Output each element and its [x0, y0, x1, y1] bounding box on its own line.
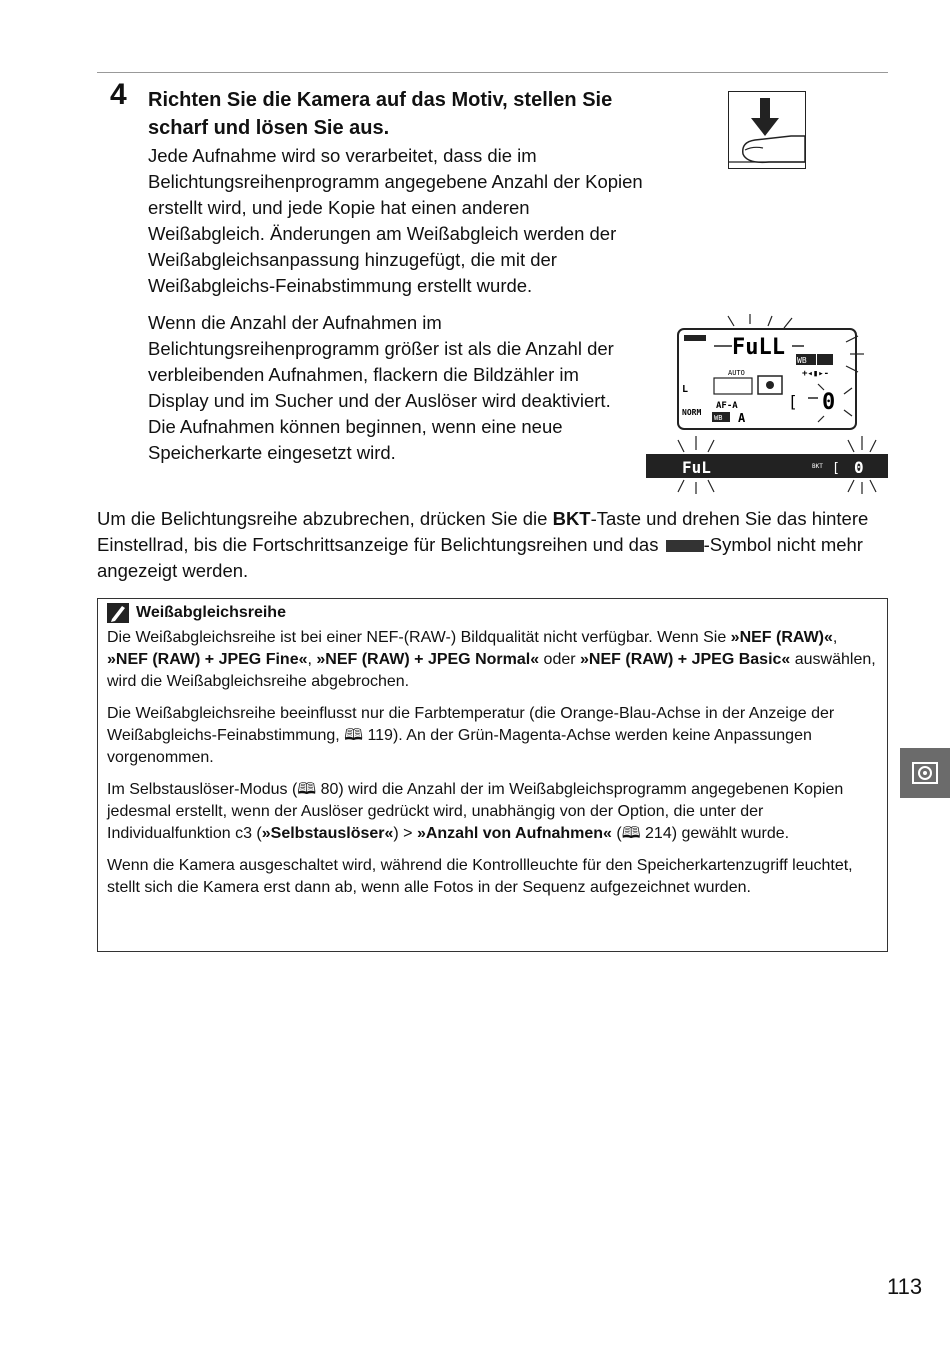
- note-paragraph-4: Wenn die Kamera ausgeschaltet wird, während die Kontrollleuchte für den Speicherkartenzugriff leuchtet, stellt sich die Kamera erst dann ab, wenn alle Fotos in der Sequenz aufgezeichnet wurden.: [107, 857, 853, 896]
- lcd-auto-label: AUTO: [728, 369, 745, 377]
- step-title: Richten Sie die Kamera auf das Motiv, stellen Sie scharf und lösen Sie aus.: [148, 89, 613, 139]
- viewfinder-text: FuL: [682, 458, 711, 477]
- shutter-release-icon: [728, 91, 806, 169]
- lcd-wb-label: WB: [797, 356, 807, 365]
- camera-metering-icon: [900, 748, 950, 798]
- note-paragraph-2: Die Weißabgleichsreihe beeinflusst nur die Farbtemperatur (die Orange-Blau-Achse in der Anzeige der Weißabgleichs-Feinabstimmung, 🕮 119). An der Grün-Magenta-Achse werden keine Anpassungen vorgenommen.: [107, 705, 835, 766]
- viewfinder-counter: 0: [854, 458, 864, 477]
- lcd-counter: 0: [822, 390, 836, 415]
- lcd-illustration: [646, 312, 888, 494]
- viewfinder-bkt: BKT: [812, 463, 823, 470]
- lcd-top-text: FuLL: [732, 335, 785, 360]
- note-paragraph-1: Die Weißabgleichsreihe ist bei einer NEF-(RAW-) Bildqualität nicht verfügbar. Wenn Sie »NEF (RAW)«, »NEF (RAW) + JPEG Fine«, »NEF (RAW) + JPEG Normal« oder »NEF (RAW) + JPEG Basic« auswählen, wird die Weißabgleichsreihe abgebrochen.: [107, 629, 876, 690]
- lcd-l-label: L: [682, 384, 689, 395]
- note-box: [97, 598, 888, 952]
- svg-text:+◂▮▸-: +◂▮▸-: [802, 369, 830, 379]
- chapter-tab: [900, 748, 950, 798]
- step-number: 4: [110, 78, 127, 111]
- lcd-a-label: A: [738, 411, 746, 425]
- svg-text:[: [: [788, 392, 798, 411]
- cancel-text-2: -Taste und drehen Sie das hintere Einstellrad, bis die Fortschrittsanzeige für Belichtungsreihen und das: [97, 508, 869, 555]
- page-number: 113: [887, 1274, 923, 1299]
- note-body: [107, 627, 879, 909]
- step-paragraph-2: Wenn die Anzahl der Aufnahmen im Belichtungsreihenprogramm größer ist als die Anzahl der verbleibenden Aufnahmen, flackern die Bildzähler im Display und im Sucher und der Auslöser wird deaktiviert. Die Aufnahmen können beginnen, wenn eine neue Speicherkarte eingesetzt wird.: [148, 312, 614, 463]
- cancel-text-3: -Symbol nicht mehr angezeigt werden.: [97, 534, 863, 581]
- note-header: [107, 603, 286, 623]
- note-paragraph-3: Im Selbstauslöser-Modus (🕮 80) wird die Anzahl der im Weißabgleichsprogramm angegebenen Kopien jedesmal erstellt, wenn der Auslöser gedrückt wird, unabhängig von der Option, die unter der Individualfunktion c3 (»Selbstauslöser«) > »Anzahl von Aufnahmen« (🕮 214) gewählt wurde.: [107, 781, 844, 842]
- note-title: Weißabgleichsreihe: [136, 604, 286, 621]
- bkt-button-label: BKT: [552, 508, 591, 529]
- step-paragraph-1: Jede Aufnahme wird so verarbeitet, dass die im Belichtungsreihenprogramm angegebene Anzahl der Kopien erstellt wird, und jede Kopie hat einen anderen Weißabgleich. Änderungen am Weißabgleich werden der Weißabgleichsanpassung hinzugefügt, die mit der Weißabgleichs-Feinabstimmung erstellt wurde.: [148, 145, 643, 296]
- lcd-norm-label: NORM: [682, 408, 702, 417]
- wb-bkt-icon: [666, 540, 704, 552]
- lcd-afa-label: AF-A: [716, 401, 738, 411]
- note-pencil-icon: [107, 603, 129, 623]
- lcd-wb-small-label: WB: [714, 414, 723, 422]
- cancel-text-1: Um die Belichtungsreihe abzubrechen, drücken Sie die: [97, 508, 553, 529]
- cancel-paragraph: [97, 506, 897, 584]
- svg-text:[: [: [832, 461, 840, 476]
- top-rule: [97, 72, 888, 73]
